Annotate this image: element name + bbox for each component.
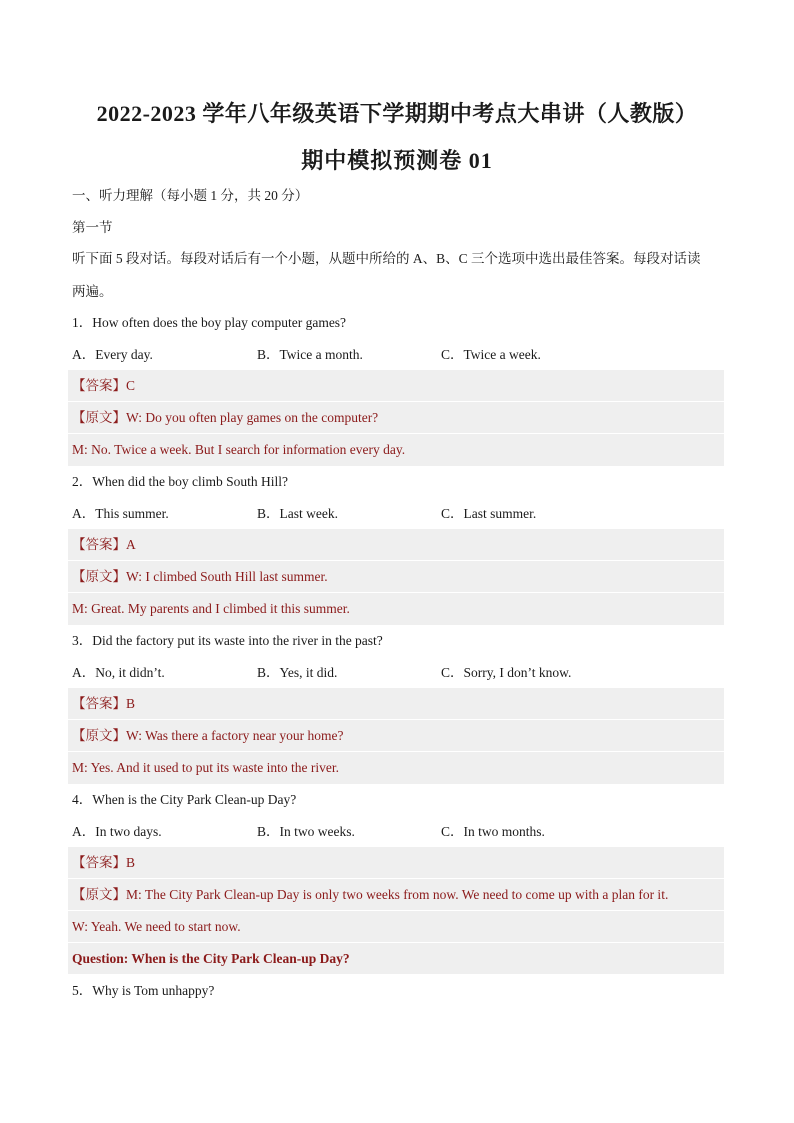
q1-option-b: B．Twice a month.: [257, 347, 363, 362]
q2-transcript-2: M: Great. My parents and I climbed it this summer.: [72, 601, 350, 616]
transcript-text: W: I climbed South Hill last summer.: [126, 569, 328, 584]
document-title: 2022-2023 学年八年级英语下学期期中考点大串讲（人教版）: [96, 101, 698, 126]
question-4: 4．When is the City Park Clean-up Day?: [72, 792, 297, 807]
q3-transcript-2: M: Yes. And it used to put its waste into the river.: [72, 760, 340, 775]
q2-transcript-1: [72, 567, 328, 587]
answer-tag: 【答案】: [72, 378, 126, 393]
q1-transcript-1: [72, 408, 378, 428]
q2-answer: [72, 535, 136, 555]
transcript-text: M: The City Park Clean-up Day is only two weeks from now. We need to come up with a plan for it.: [126, 887, 669, 902]
question-1: 1．How often does the boy play computer games?: [72, 315, 347, 330]
q3-option-c: C．Sorry, I don’t know.: [441, 665, 572, 680]
answer-tag: 【答案】: [72, 537, 126, 552]
transcript-text: W: Do you often play games on the computer?: [126, 410, 379, 425]
q4-option-a: A．In two days.: [72, 824, 162, 839]
q2-option-a: A．This summer.: [72, 506, 169, 521]
q4-option-c: C．In two months.: [441, 824, 545, 839]
q1-option-c: C．Twice a week.: [441, 347, 541, 362]
instructions-line-1: 听下面 5 段对话。每段对话后有一个小题，从题中所给的 A、B、C 三个选项中选出最佳答案。每段对话读: [72, 251, 701, 266]
q3-option-b: B．Yes, it did.: [257, 665, 338, 680]
answer-value: B: [126, 696, 136, 711]
q4-transcript-question: Question: When is the City Park Clean-up Day?: [72, 951, 350, 966]
q3-option-a: A．No, it didn’t.: [72, 665, 165, 680]
q2-option-b: B．Last week.: [257, 506, 338, 521]
transcript-tag: 【原文】: [72, 410, 126, 425]
question-3: 3．Did the factory put its waste into the river in the past?: [72, 633, 383, 648]
part-label: 第一节: [72, 220, 113, 235]
answer-value: C: [126, 378, 136, 393]
q3-answer: [72, 694, 135, 714]
q2-option-c: C．Last summer.: [441, 506, 537, 521]
q4-transcript-1: [72, 885, 668, 905]
answer-value: A: [126, 537, 136, 552]
transcript-text: W: Was there a factory near your home?: [126, 728, 344, 743]
q4-answer: [72, 853, 135, 873]
document-subtitle: 期中模拟预测卷 01: [301, 148, 493, 173]
question-2: 2．When did the boy climb South Hill?: [72, 474, 288, 489]
transcript-tag: 【原文】: [72, 569, 126, 584]
answer-tag: 【答案】: [72, 696, 126, 711]
q1-transcript-2: M: No. Twice a week. But I search for information every day.: [72, 442, 406, 457]
answer-value: B: [126, 855, 136, 870]
question-5: 5．Why is Tom unhappy?: [72, 983, 215, 998]
q4-option-b: B．In two weeks.: [257, 824, 355, 839]
instructions-line-2: 两遍。: [72, 284, 113, 299]
transcript-tag: 【原文】: [72, 887, 126, 902]
q1-option-a: A．Every day.: [72, 347, 153, 362]
q3-transcript-1: [72, 726, 343, 746]
section-heading: 一、听力理解（每小题 1 分，共 20 分）: [72, 188, 309, 203]
q4-transcript-2: W: Yeah. We need to start now.: [72, 919, 241, 934]
transcript-tag: 【原文】: [72, 728, 126, 743]
q1-answer: [72, 376, 135, 396]
answer-tag: 【答案】: [72, 855, 126, 870]
